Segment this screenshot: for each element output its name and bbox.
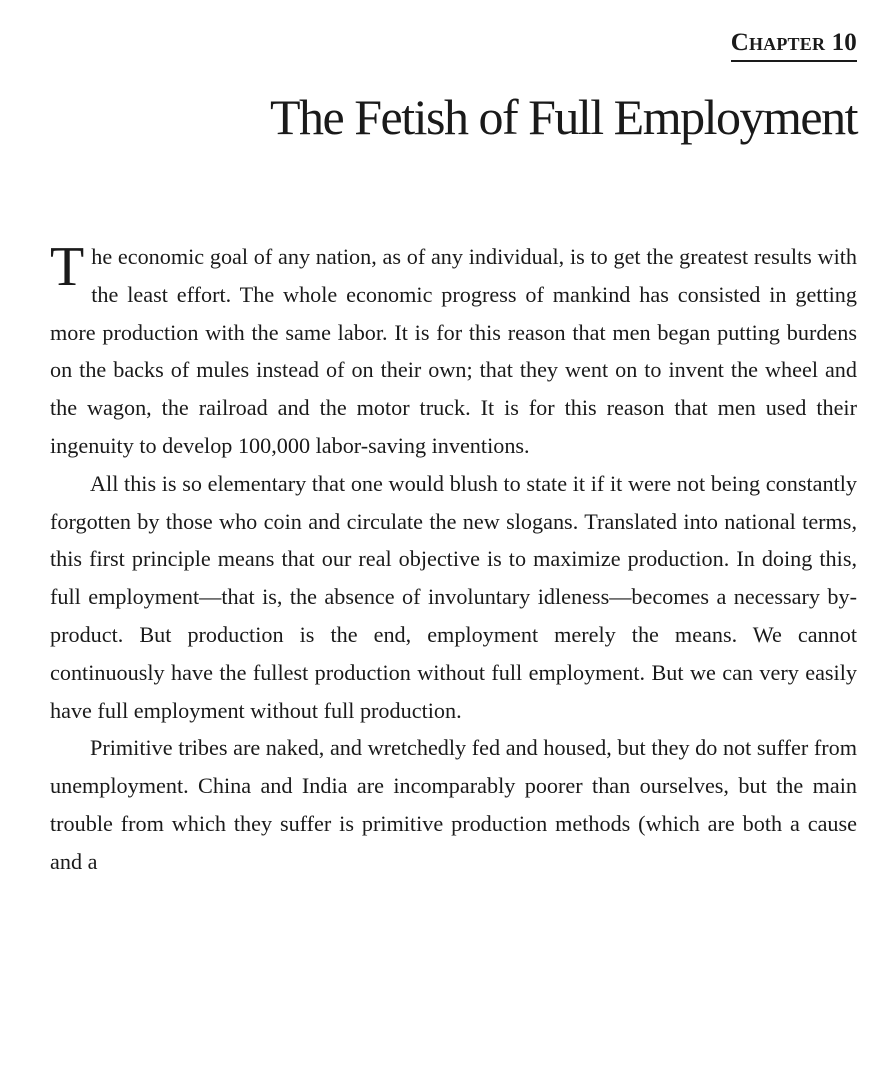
paragraph-2: All this is so elementary that one would blush to state it if it were not being constantly forgotten by those who coin and circulate the new slogans. Translated into national terms, this first principle means that our real objective is to maximize production. In doing this, full employment—that is, the absence of involuntary idleness—becomes a necessary by-product. But production is the end, employment merely the means. We cannot continuously have the fullest production without full employment. But we can very easily have full employment without full production. xyxy=(50,470,857,723)
paragraph-1-text: he economic goal of any nation, as of any individual, is to get the greatest results with the least effort. The whole economic progress of mankind has consisted in getting more production with the same labor. It is for this reason that men began putting burdens on the backs of mules instead of on their own; that they went on to invent the wheel and the wagon, the railroad and the motor truck. It is for this reason that men used their ingenuity to develop 100,000 labor-saving inventions. xyxy=(50,244,857,458)
chapter-body xyxy=(50,238,857,881)
book-page xyxy=(50,0,857,1085)
chapter-label: Chapter 10 xyxy=(731,30,857,62)
drop-cap: T xyxy=(50,236,85,298)
chapter-title: The Fetish of Full Employment xyxy=(269,89,857,145)
paragraph-1 xyxy=(50,238,857,465)
paragraph-3: Primitive tribes are naked, and wretchedly fed and housed, but they do not suffer from unemployment. China and India are incomparably poorer than ourselves, but the main trouble from which they suffer is primitive production methods (which are both a cause and a xyxy=(50,735,857,874)
